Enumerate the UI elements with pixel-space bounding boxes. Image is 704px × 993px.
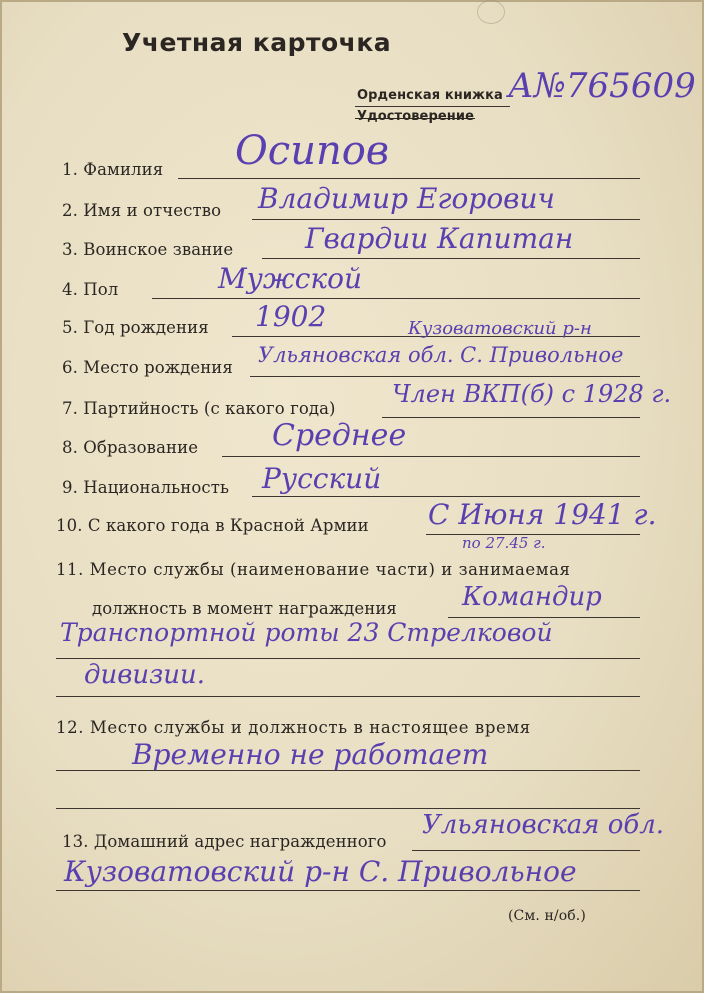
field-surname-line: [178, 178, 640, 179]
field-service-value-2: Транспортной роты 23 Стрелковой: [60, 618, 553, 647]
field-service-line-2: [56, 658, 640, 659]
field-address-value-2: Кузоватовский р-н С. Привольное: [64, 855, 577, 888]
field-address-label: 13. Домашний адрес награжденного: [62, 832, 387, 851]
field-nationality-line: [252, 496, 640, 497]
field-surname-label: 1. Фамилия: [62, 160, 164, 179]
field-education-label: 8. Образование: [62, 438, 199, 457]
field-sex-value: Мужской: [218, 262, 363, 295]
field-rank-label: 3. Воинское звание: [62, 240, 234, 259]
certificate-label: Удостоверение: [357, 109, 474, 124]
field-address-line-2: [56, 890, 640, 891]
field-rank-value: Гвардии Капитан: [305, 222, 574, 255]
field-birthplace-label: 6. Место рождения: [62, 358, 233, 377]
field-army-since-note: по 27.45 г.: [462, 534, 546, 552]
order-book-underline: [355, 106, 510, 107]
field-service-value-3: дивизии.: [84, 660, 206, 690]
field-army-since-label: 10. С какого года в Красной Армии: [56, 516, 369, 535]
field-name-line: [252, 219, 640, 220]
field-education-value: Среднее: [272, 418, 407, 453]
field-birthplace-value: Ульяновская обл. С. Привольное: [258, 343, 624, 367]
order-book-number: А№765609: [508, 66, 696, 106]
field-party-line: [382, 417, 640, 418]
field-current-service-value: Временно не работает: [132, 738, 489, 771]
order-book-label: Орденская книжка: [357, 88, 503, 103]
pencil-annotation-mark: [477, 0, 505, 24]
field-birth-year-value: 1902: [255, 300, 327, 333]
field-service-label-2: должность в момент награждения: [92, 599, 397, 618]
field-education-line: [222, 456, 640, 457]
footer-see-reverse-note: (См. н/об.): [508, 908, 586, 924]
field-birth-year-label: 5. Год рождения: [62, 318, 209, 337]
field-sex-label: 4. Пол: [62, 280, 119, 299]
card-title: Учетная карточка: [122, 28, 392, 57]
field-name-label: 2. Имя и отчество: [62, 201, 222, 220]
field-service-line-3: [56, 696, 640, 697]
field-army-since-value: С Июня 1941 г.: [428, 498, 657, 531]
field-birthplace-line: [250, 376, 640, 377]
field-service-label: 11. Место службы (наименование части) и занимаемая: [56, 560, 571, 579]
field-nationality-label: 9. Национальность: [62, 478, 230, 497]
certificate-strikethrough: [355, 118, 475, 119]
field-address-line-1: [412, 850, 640, 851]
field-party-value: Член ВКП(б) с 1928 г.: [392, 380, 672, 408]
field-address-value: Ульяновская обл.: [422, 810, 665, 840]
field-rank-line: [262, 258, 640, 259]
field-service-value: Командир: [462, 582, 602, 612]
field-nationality-value: Русский: [262, 462, 382, 495]
field-current-service-label: 12. Место службы и должность в настоящее время: [56, 718, 531, 737]
field-party-label: 7. Партийность (с какого года): [62, 399, 336, 418]
field-current-service-line-2: [56, 808, 640, 809]
field-name-value: Владимир Егорович: [258, 182, 555, 215]
field-surname-value: Осипов: [235, 128, 390, 174]
field-birthplace-district-note: Кузоватовский р-н: [408, 318, 592, 339]
field-sex-line: [152, 298, 640, 299]
